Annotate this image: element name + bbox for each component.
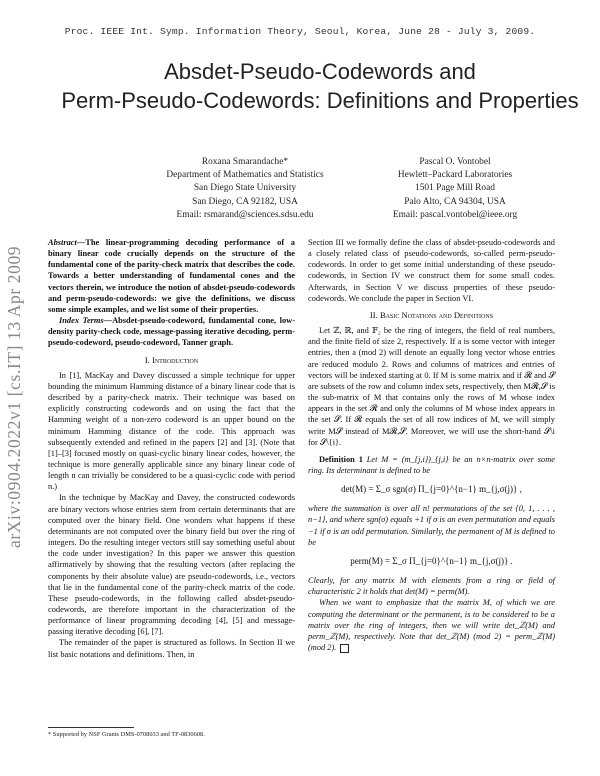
- left-column: [48, 237, 295, 660]
- proceedings-header: Proc. IEEE Int. Symp. Information Theory, Seoul, Korea, June 28 - July 3, 2009.: [64, 26, 536, 37]
- paragraph: In the technique by MacKay and Davey, the constructed codewords are binary vectors whose entries stem from certain determinants that are computed over the binary field. One wonders what happens if these determinants are not computed over the binary field but over the ring of integers. Do the resulting integer vectors still say something useful about the code under investigation? In this paper we answer this question affirmatively by showing that the resulting vectors (after replacing the components by their absolute value) are pseudo-codewords, i.e., vectors that lie in the fundamental cone of the parity-check matrix of the code. These pseudo-codewords, in the following called absdet-pseudo-codewords, are therefore important in the characterization of the performance of linear programming decoding [4], [5] and message-passing iterative decoding [6], [7].: [48, 493, 295, 637]
- footnote-rule: [48, 727, 134, 728]
- title-line-2: Perm-Pseudo-Codewords: Definitions and Properties: [61, 88, 579, 113]
- paragraph: When we want to emphasize that the matrix M, of which we are computing the determinant or the permanent, is to be considered to be a matrix over the ring of integers, then we will write det_ℤ(M) and perm_ℤ(M), respectively. Note that det_ℤ(M) (mod 2) = perm_ℤ(M) (mod 2).: [308, 598, 555, 652]
- author-address: Palo Alto, CA 94304, USA: [404, 196, 506, 207]
- qed-square-icon: [340, 644, 349, 653]
- definition: Definition 1 Let M = (m_{j,i})_{j,i} be an n×n-matrix over some ring. Its determinant is defined to be: [308, 454, 556, 475]
- footnote: * Supported by NSF Grants DMS-0708033 and TF-0830608.: [48, 731, 205, 738]
- abstract-label: Abstract: [48, 238, 77, 247]
- arxiv-stamp: arXiv:0904.2022v1 [cs.IT] 13 Apr 2009: [4, 245, 24, 548]
- determinant-equation: det(M) = Σ_σ sgn(σ) Π_{j=0}^{n−1} m_{j,σ(j)} ,: [341, 484, 522, 495]
- permanent-equation: perm(M) = Σ_σ Π_{j=0}^{n−1} m_{j,σ(j)} .: [350, 555, 513, 566]
- abstract: Abstract—The linear-programming decoding performance of a binary linear code crucially depends on the structure of the fundamental cone of the parity-check matrix that describes the code. Towards a better understanding of fundamental cones and the vectors therein, we introduce the notion of absdet-pseudo-codewords and perm-pseudo-codewords: we give the definitions, we discuss some simple examples, and we list some of their properties.: [48, 238, 295, 314]
- right-column: [308, 237, 555, 653]
- author-name: Pascal O. Vontobel: [419, 157, 491, 167]
- definition-text: Clearly, for any matrix M with elements from a ring or field of characteristic 2 it holds that det(M) = perm(M).: [308, 576, 555, 597]
- author-block-1: [140, 156, 350, 222]
- paper-title: [40, 57, 600, 115]
- paragraph: Let ℤ, ℝ, and 𝔽₂ be the ring of integers, the field of real numbers, and the finite field of size 2, respectively. If a is some vector with integer entries, then a (mod 2) will denote an equally long vector whose entries are reduced modulo 2. Rows and columns of matrices and entries of vectors will be indexed starting at 0. If M is some matrix and if 𝓡 and 𝓢 are subsets of the row and column index sets, respectively, then M𝓡,𝓢 is the sub-matrix of M that contains only the rows of M whose index appears in the set 𝓡 and only the columns of M whose index appears in the set 𝓢. If 𝓡 equals the set of all row indices of M, we will simply write M𝓢 instead of M𝓡,𝓢. Moreover, we will use the short-hand 𝓢\i for 𝓢\{i}.: [308, 326, 555, 447]
- paragraph: Section III we formally define the class of absdet-pseudo-codewords and a closely related class of pseudo-codewords, so-called perm-pseudo-codewords. In order to get some initial understanding of these pseudo-codewords, in Section IV we construct them for some small codes. Afterwards, in Section V we discuss properties of these pseudo-codewords. We conclude the paper in Section VI.: [308, 238, 555, 303]
- author-email: Email: pascal.vontobel@ieee.org: [392, 209, 518, 220]
- author-affiliation: Hewlett–Packard Laboratories: [397, 170, 513, 181]
- definition-text: where the summation is over all n! permutations of the set {0, 1, . . . , n−1}, and where sgn(σ) equals +1 if σ is an even permutation and equals −1 if σ is an odd permutation. Similarly, the permanent of M is defined to be: [308, 504, 555, 547]
- author-affiliation: Department of Mathematics and Statistics: [166, 170, 324, 181]
- title-line-1: Absdet-Pseudo-Codewords and: [164, 59, 476, 84]
- section-heading-notations: II. Basic Notations and Definitions: [369, 309, 494, 320]
- author-email: Email: rsmarand@sciences.sdsu.edu: [176, 209, 314, 220]
- author-block-2: [355, 156, 555, 222]
- section-heading-introduction: I. Introduction: [144, 354, 199, 365]
- author-org: San Diego State University: [193, 183, 297, 194]
- paragraph: In [1], MacKay and Davey discussed a simple technique for upper bounding the minimum Hamming distance of a binary linear code that is described by a parity-check matrix. Their technique was based on explicitly constructing codewords and on using the fact that the Hamming weight of a non-zero codeword is an upper bound on the minimum Hamming distance of the code. This approach was subsequently extended and refined in the papers [2] and [3]. (Note that [1]–[3] focused mostly on quasi-cyclic binary linear codes, however, the technique is more generally applicable since any binary linear code of length n can trivially be considered to be a quasi-cyclic code with period n.): [48, 370, 295, 492]
- index-terms-label: Index Terms: [59, 316, 104, 326]
- author-name: Roxana Smarandache*: [201, 157, 289, 167]
- definition-label: Definition 1: [319, 454, 363, 464]
- index-terms: Index Terms—Absdet-pseudo-codeword, fundamental cone, low-density parity-check code, message-passing iterative decoding, perm-pseudo-codeword, pseudo-codeword, Tanner graph.: [48, 316, 295, 348]
- author-address: San Diego, CA 92182, USA: [192, 196, 298, 207]
- paragraph: The remainder of the paper is structured as follows. In Section II we list basic notations and definitions. Then, in: [48, 638, 295, 659]
- author-org: 1501 Page Mill Road: [415, 183, 495, 194]
